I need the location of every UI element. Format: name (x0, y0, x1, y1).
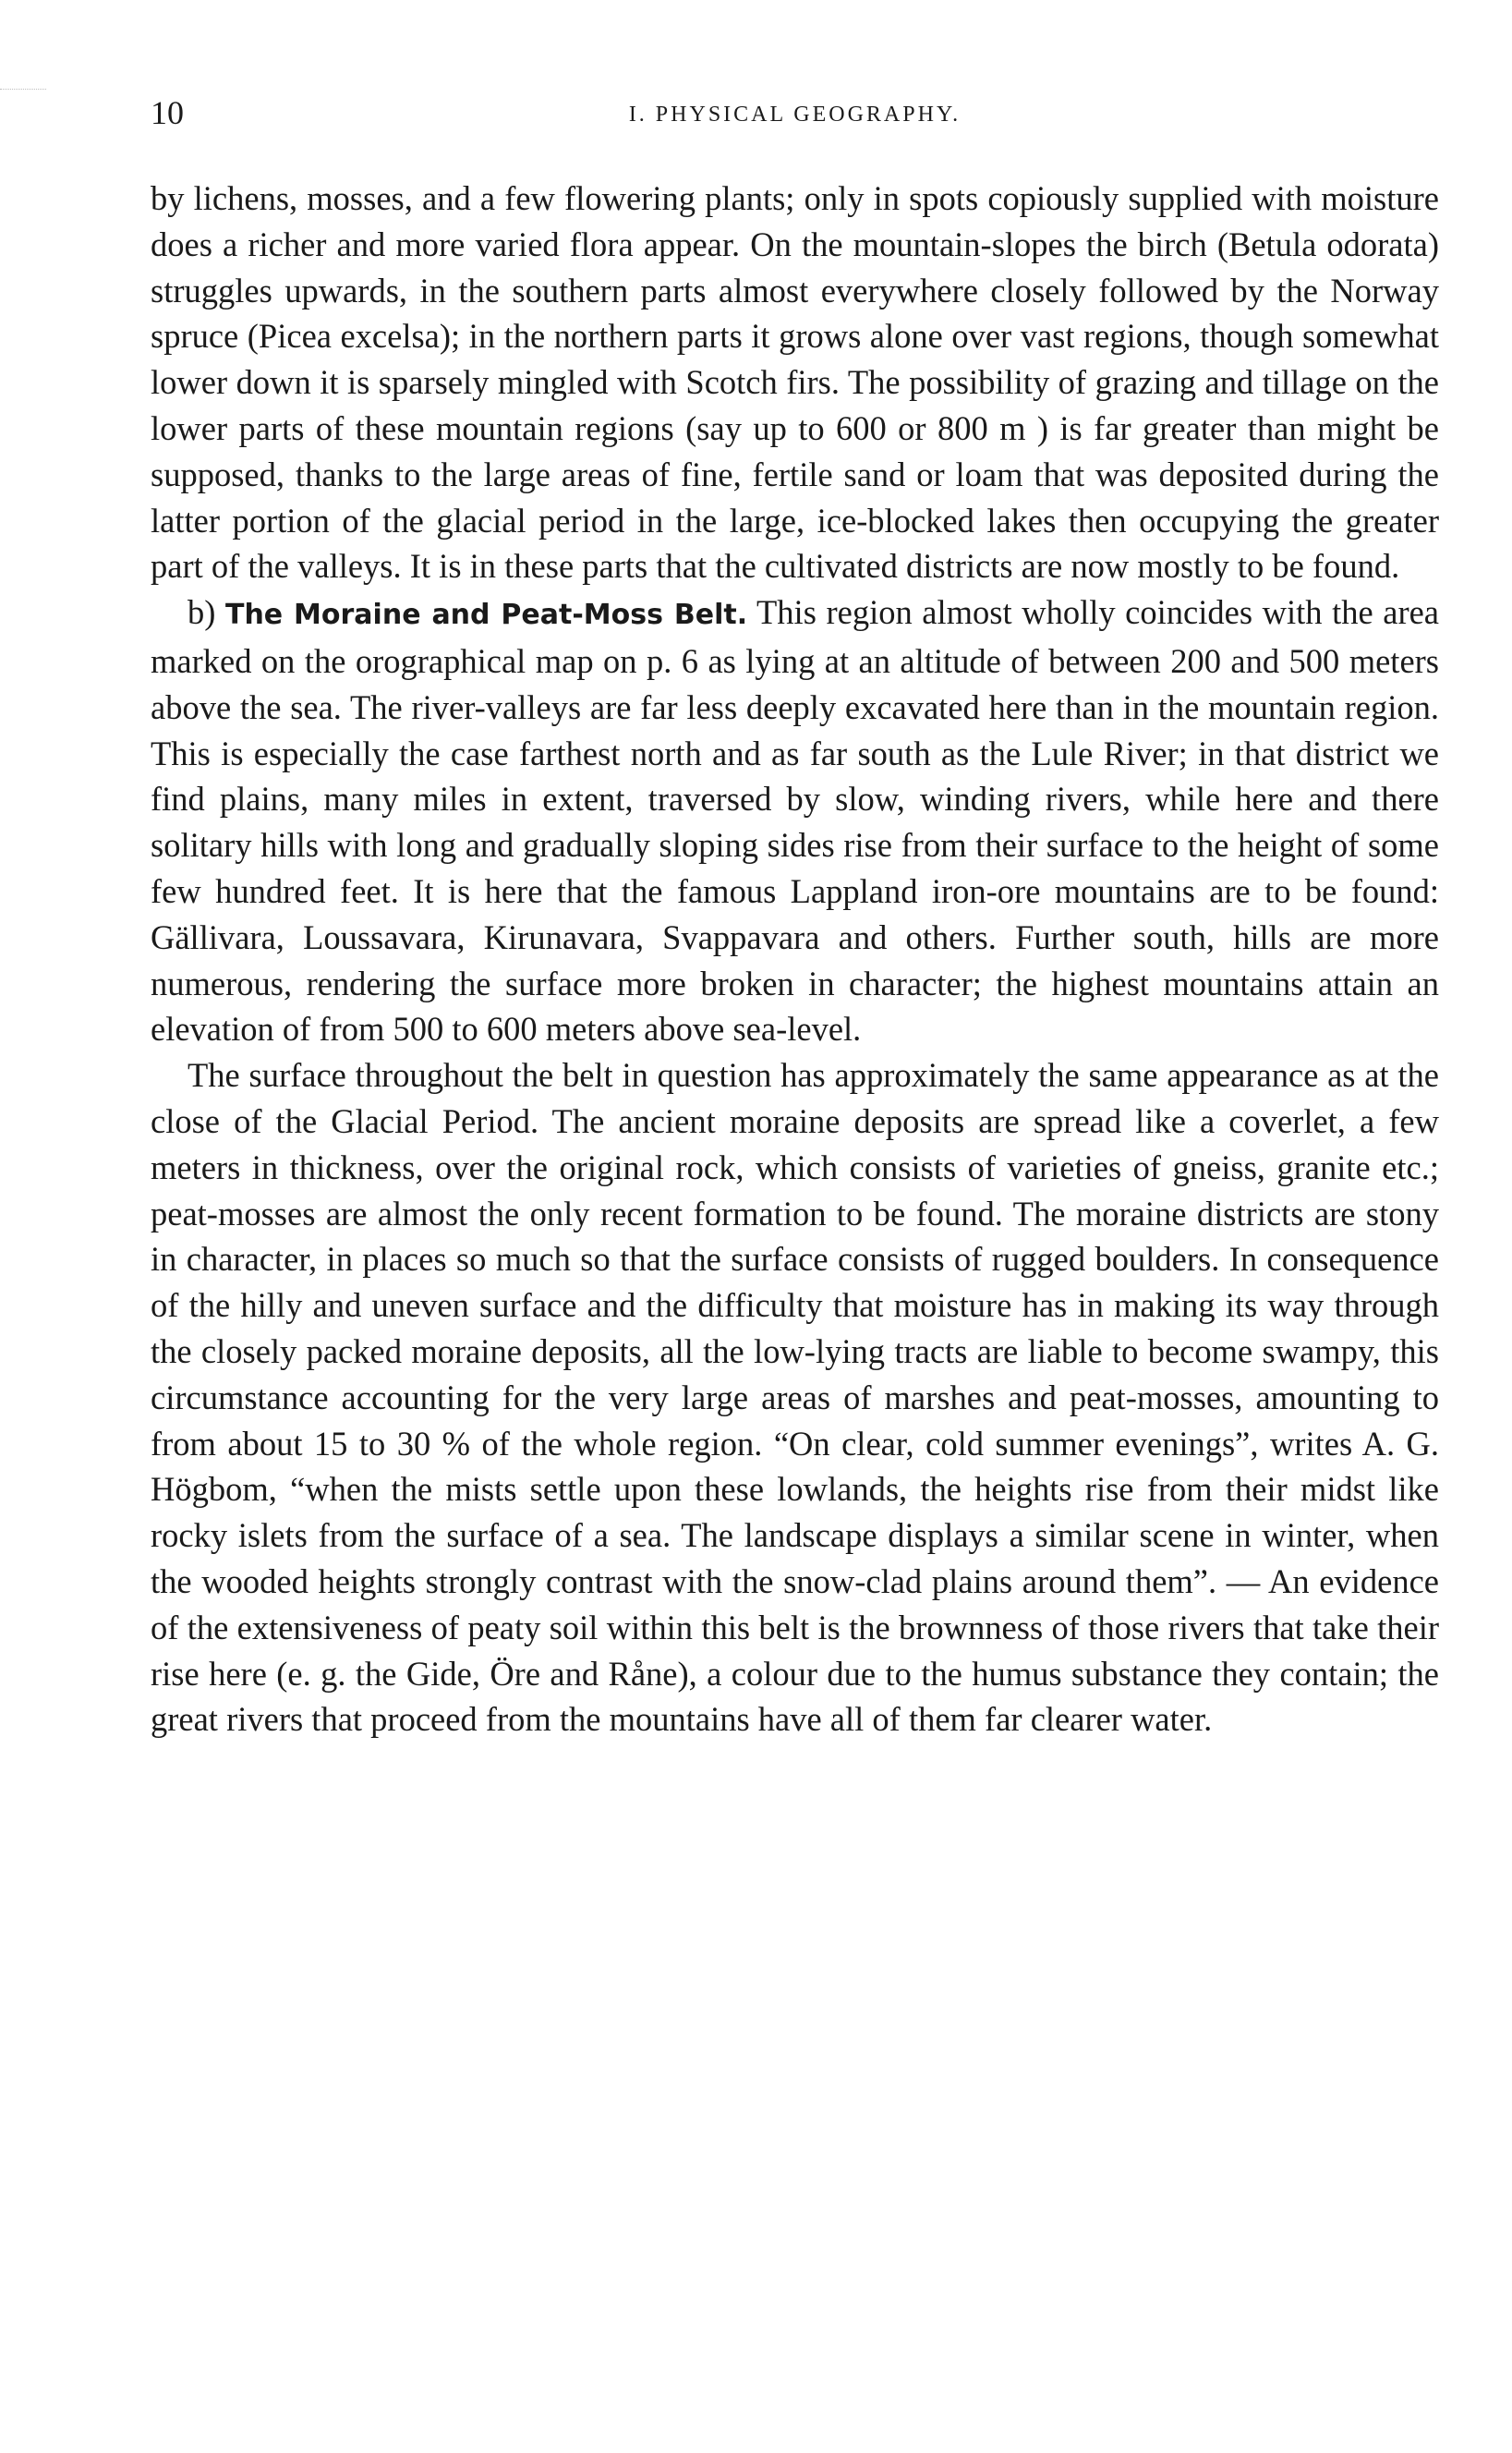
paragraph-surface: The surface throughout the belt in question has approximately the same appearance as at the close of the Glacial Period. The ancient moraine deposits are spread like a coverlet, a few meters in thickness, over the original rock, which consists of varieties of gneiss, granite etc.; peat-mosses are almost the only recent formation to be found. The moraine districts are stony in character, in places so much so that the surface consists of rugged boulders. In consequence of the hilly and uneven surface and the difficulty that moisture has in making its way through the closely packed moraine deposits, all the low-lying tracts are liable to become swampy, this circumstance accounting for the very large areas of marshes and peat-mosses, amounting to from about 15 to 30 % of the whole region. “On clear, cold summer evenings”, writes A. G. Högbom, “when the mists settle upon these lowlands, the heights rise from their midst like rocky islets from the surface of a sea. The landscape displays a similar scene in winter, when the wooded heights strongly contrast with the snow-clad plains around them”. — An evidence of the extensiveness of peaty soil within this belt is the brownness of those rivers that take their rise here (e. g. the Gide, Öre and Råne), a colour due to the humus substance they contain; the great rivers that proceed from the mountains have all of them far clearer water. (151, 1056, 1439, 1739)
page-header (151, 92, 1439, 148)
paragraph-moraine-belt (151, 589, 1439, 1052)
section-label: b) (187, 593, 216, 632)
section-heading: The Moraine and Peat-Moss Belt. (224, 599, 748, 632)
scan-edge-mark (0, 89, 46, 90)
paragraph-continuation: by lichens, mosses, and a few flowering plants; only in spots copiously supplied with moisture does a richer and more varied flora appear. On the mountain-slopes the birch (Betula odorata) struggles upwards, in the southern parts almost everywhere closely followed by the Norway spruce (Picea excelsa); in the northern parts it grows alone over vast regions, though somewhat lower down it is sparsely mingled with Scotch firs. The possibility of grazing and tillage on the lower parts of these mountain regions (say up to 600 or 800 m ) is far greater than might be supposed, thanks to the large areas of fine, fertile sand or loam that was deposited during the latter portion of the glacial period in the large, ice-blocked lakes then occupying the greater part of the valleys. It is in these parts that the cultivated districts are now mostly to be found. (151, 179, 1439, 586)
page-number: 10 (151, 94, 184, 131)
book-page (151, 92, 1439, 1743)
running-head: I. PHYSICAL GEOGRAPHY. (628, 103, 962, 127)
body-text (151, 176, 1439, 1743)
paragraph-moraine-body: This region almost wholly coincides with the area marked on the orographical map on p. 6 as lying at an altitude of between 200 and 500 meters above the sea. The river-valleys are far less deeply excavated here than in the mountain region. This is especially the case farthest north and as far south as the Lule River; in that district we find plains, many miles in extent, traversed by slow, winding rivers, while here and there solitary hills with long and gradually sloping sides rise from their surface to the height of some few hundred feet. It is here that the famous Lappland iron-ore mountains are to be found: Gällivara, Loussavara, Kirunavara, Svappavara and others. Further south, hills are more numerous, rendering the surface more broken in character; the highest mountains attain an elevation of from 500 to 600 meters above sea-level. (151, 593, 1439, 1049)
